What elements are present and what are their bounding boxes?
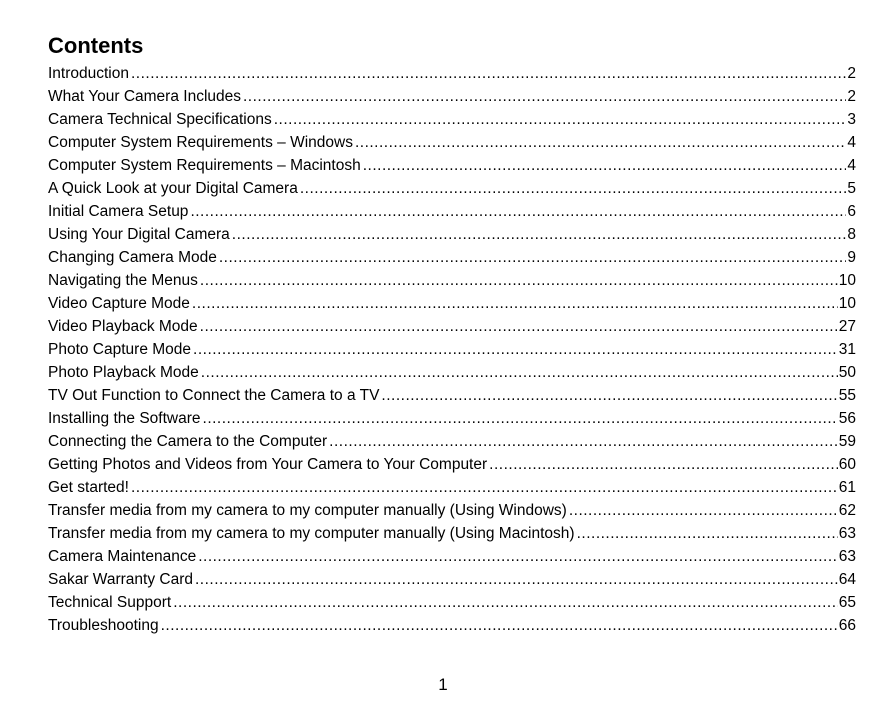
toc-entry[interactable] [48, 315, 856, 338]
toc-entry[interactable] [48, 154, 856, 177]
toc-entry[interactable] [48, 131, 856, 154]
table-of-contents [48, 62, 856, 637]
toc-entry[interactable] [48, 361, 856, 384]
toc-entry-page: 63 [838, 548, 856, 565]
toc-entry[interactable] [48, 614, 856, 637]
toc-dot-leader [198, 545, 838, 568]
toc-entry-page: 64 [838, 571, 856, 588]
toc-dot-leader [363, 154, 847, 177]
toc-dot-leader [195, 568, 838, 591]
toc-entry-page: 31 [838, 341, 856, 358]
toc-entry-label: Getting Photos and Videos from Your Camera to Your Computer [48, 456, 488, 473]
toc-entry-page: 66 [838, 617, 856, 634]
toc-entry[interactable] [48, 223, 856, 246]
toc-entry-page: 2 [847, 65, 856, 82]
toc-dot-leader [193, 338, 838, 361]
toc-entry[interactable] [48, 85, 856, 108]
toc-entry-label: TV Out Function to Connect the Camera to a TV [48, 387, 380, 404]
toc-entry-page: 2 [847, 88, 856, 105]
toc-entry-page: 5 [847, 180, 856, 197]
toc-entry-label: Sakar Warranty Card [48, 571, 193, 588]
toc-dot-leader [300, 177, 847, 200]
toc-dot-leader [381, 384, 837, 407]
toc-dot-leader [161, 614, 838, 637]
toc-entry-label: Transfer media from my camera to my computer manually (Using Windows) [48, 502, 567, 519]
toc-entry-label: Camera Technical Specifications [48, 111, 272, 128]
toc-entry-label: Navigating the Menus [48, 272, 198, 289]
toc-entry[interactable] [48, 407, 856, 430]
toc-entry-page: 56 [838, 410, 856, 427]
toc-dot-leader [355, 131, 846, 154]
toc-entry-label: Photo Playback Mode [48, 364, 199, 381]
toc-dot-leader [200, 315, 838, 338]
toc-entry-label: Camera Maintenance [48, 548, 197, 565]
toc-entry-label: Introduction [48, 65, 129, 82]
toc-entry-label: Computer System Requirements – Macintosh [48, 157, 361, 174]
toc-entry-page: 9 [847, 249, 856, 266]
toc-entry-label: What Your Camera Includes [48, 88, 241, 105]
toc-entry[interactable] [48, 545, 856, 568]
toc-entry-label: Connecting the Camera to the Computer [48, 433, 328, 450]
toc-entry-page: 65 [838, 594, 856, 611]
toc-entry-page: 3 [847, 111, 856, 128]
toc-entry-label: Transfer media from my camera to my computer manually (Using Macintosh) [48, 525, 575, 542]
toc-entry[interactable] [48, 522, 856, 545]
toc-entry[interactable] [48, 292, 856, 315]
toc-entry[interactable] [48, 591, 856, 614]
toc-entry-label: Video Playback Mode [48, 318, 198, 335]
toc-entry-page: 55 [838, 387, 856, 404]
page-number: 1 [438, 675, 448, 694]
toc-entry-page: 10 [838, 272, 856, 289]
toc-entry[interactable] [48, 62, 856, 85]
toc-entry-label: A Quick Look at your Digital Camera [48, 180, 298, 197]
toc-dot-leader [577, 522, 838, 545]
toc-entry-page: 4 [847, 157, 856, 174]
toc-dot-leader [201, 361, 838, 384]
toc-entry[interactable] [48, 384, 856, 407]
toc-dot-leader [274, 108, 847, 131]
toc-entry[interactable] [48, 453, 856, 476]
toc-entry-page: 59 [838, 433, 856, 450]
toc-entry-label: Changing Camera Mode [48, 249, 217, 266]
toc-entry-page: 10 [838, 295, 856, 312]
toc-entry-page: 27 [838, 318, 856, 335]
toc-entry-label: Get started! [48, 479, 129, 496]
toc-entry-page: 6 [847, 203, 856, 220]
toc-dot-leader [203, 407, 838, 430]
toc-entry-page: 4 [847, 134, 856, 151]
toc-dot-leader [192, 292, 838, 315]
toc-dot-leader [329, 430, 838, 453]
toc-dot-leader [569, 499, 838, 522]
toc-entry-page: 50 [838, 364, 856, 381]
toc-entry[interactable] [48, 476, 856, 499]
toc-dot-leader [489, 453, 838, 476]
toc-entry-page: 60 [838, 456, 856, 473]
toc-entry[interactable] [48, 568, 856, 591]
toc-entry[interactable] [48, 338, 856, 361]
toc-entry[interactable] [48, 200, 856, 223]
toc-dot-leader [131, 476, 838, 499]
toc-dot-leader [173, 591, 838, 614]
toc-entry-page: 8 [847, 226, 856, 243]
toc-entry-label: Using Your Digital Camera [48, 226, 230, 243]
toc-entry-label: Troubleshooting [48, 617, 159, 634]
toc-dot-leader [190, 200, 846, 223]
toc-dot-leader [131, 62, 846, 85]
toc-entry[interactable] [48, 499, 856, 522]
toc-dot-leader [200, 269, 838, 292]
toc-entry-label: Initial Camera Setup [48, 203, 189, 220]
toc-entry-label: Computer System Requirements – Windows [48, 134, 353, 151]
toc-entry-label: Installing the Software [48, 410, 201, 427]
toc-dot-leader [232, 223, 847, 246]
toc-entry-page: 62 [838, 502, 856, 519]
toc-entry-label: Technical Support [48, 594, 172, 611]
toc-entry[interactable] [48, 430, 856, 453]
toc-entry-label: Video Capture Mode [48, 295, 190, 312]
toc-entry[interactable] [48, 177, 856, 200]
toc-dot-leader [243, 85, 846, 108]
toc-entry-page: 61 [838, 479, 856, 496]
toc-entry[interactable] [48, 246, 856, 269]
toc-entry-page: 63 [838, 525, 856, 542]
toc-entry[interactable] [48, 269, 856, 292]
toc-entry[interactable] [48, 108, 856, 131]
toc-dot-leader [219, 246, 847, 269]
toc-entry-label: Photo Capture Mode [48, 341, 192, 358]
page-title: Contents [48, 33, 144, 58]
